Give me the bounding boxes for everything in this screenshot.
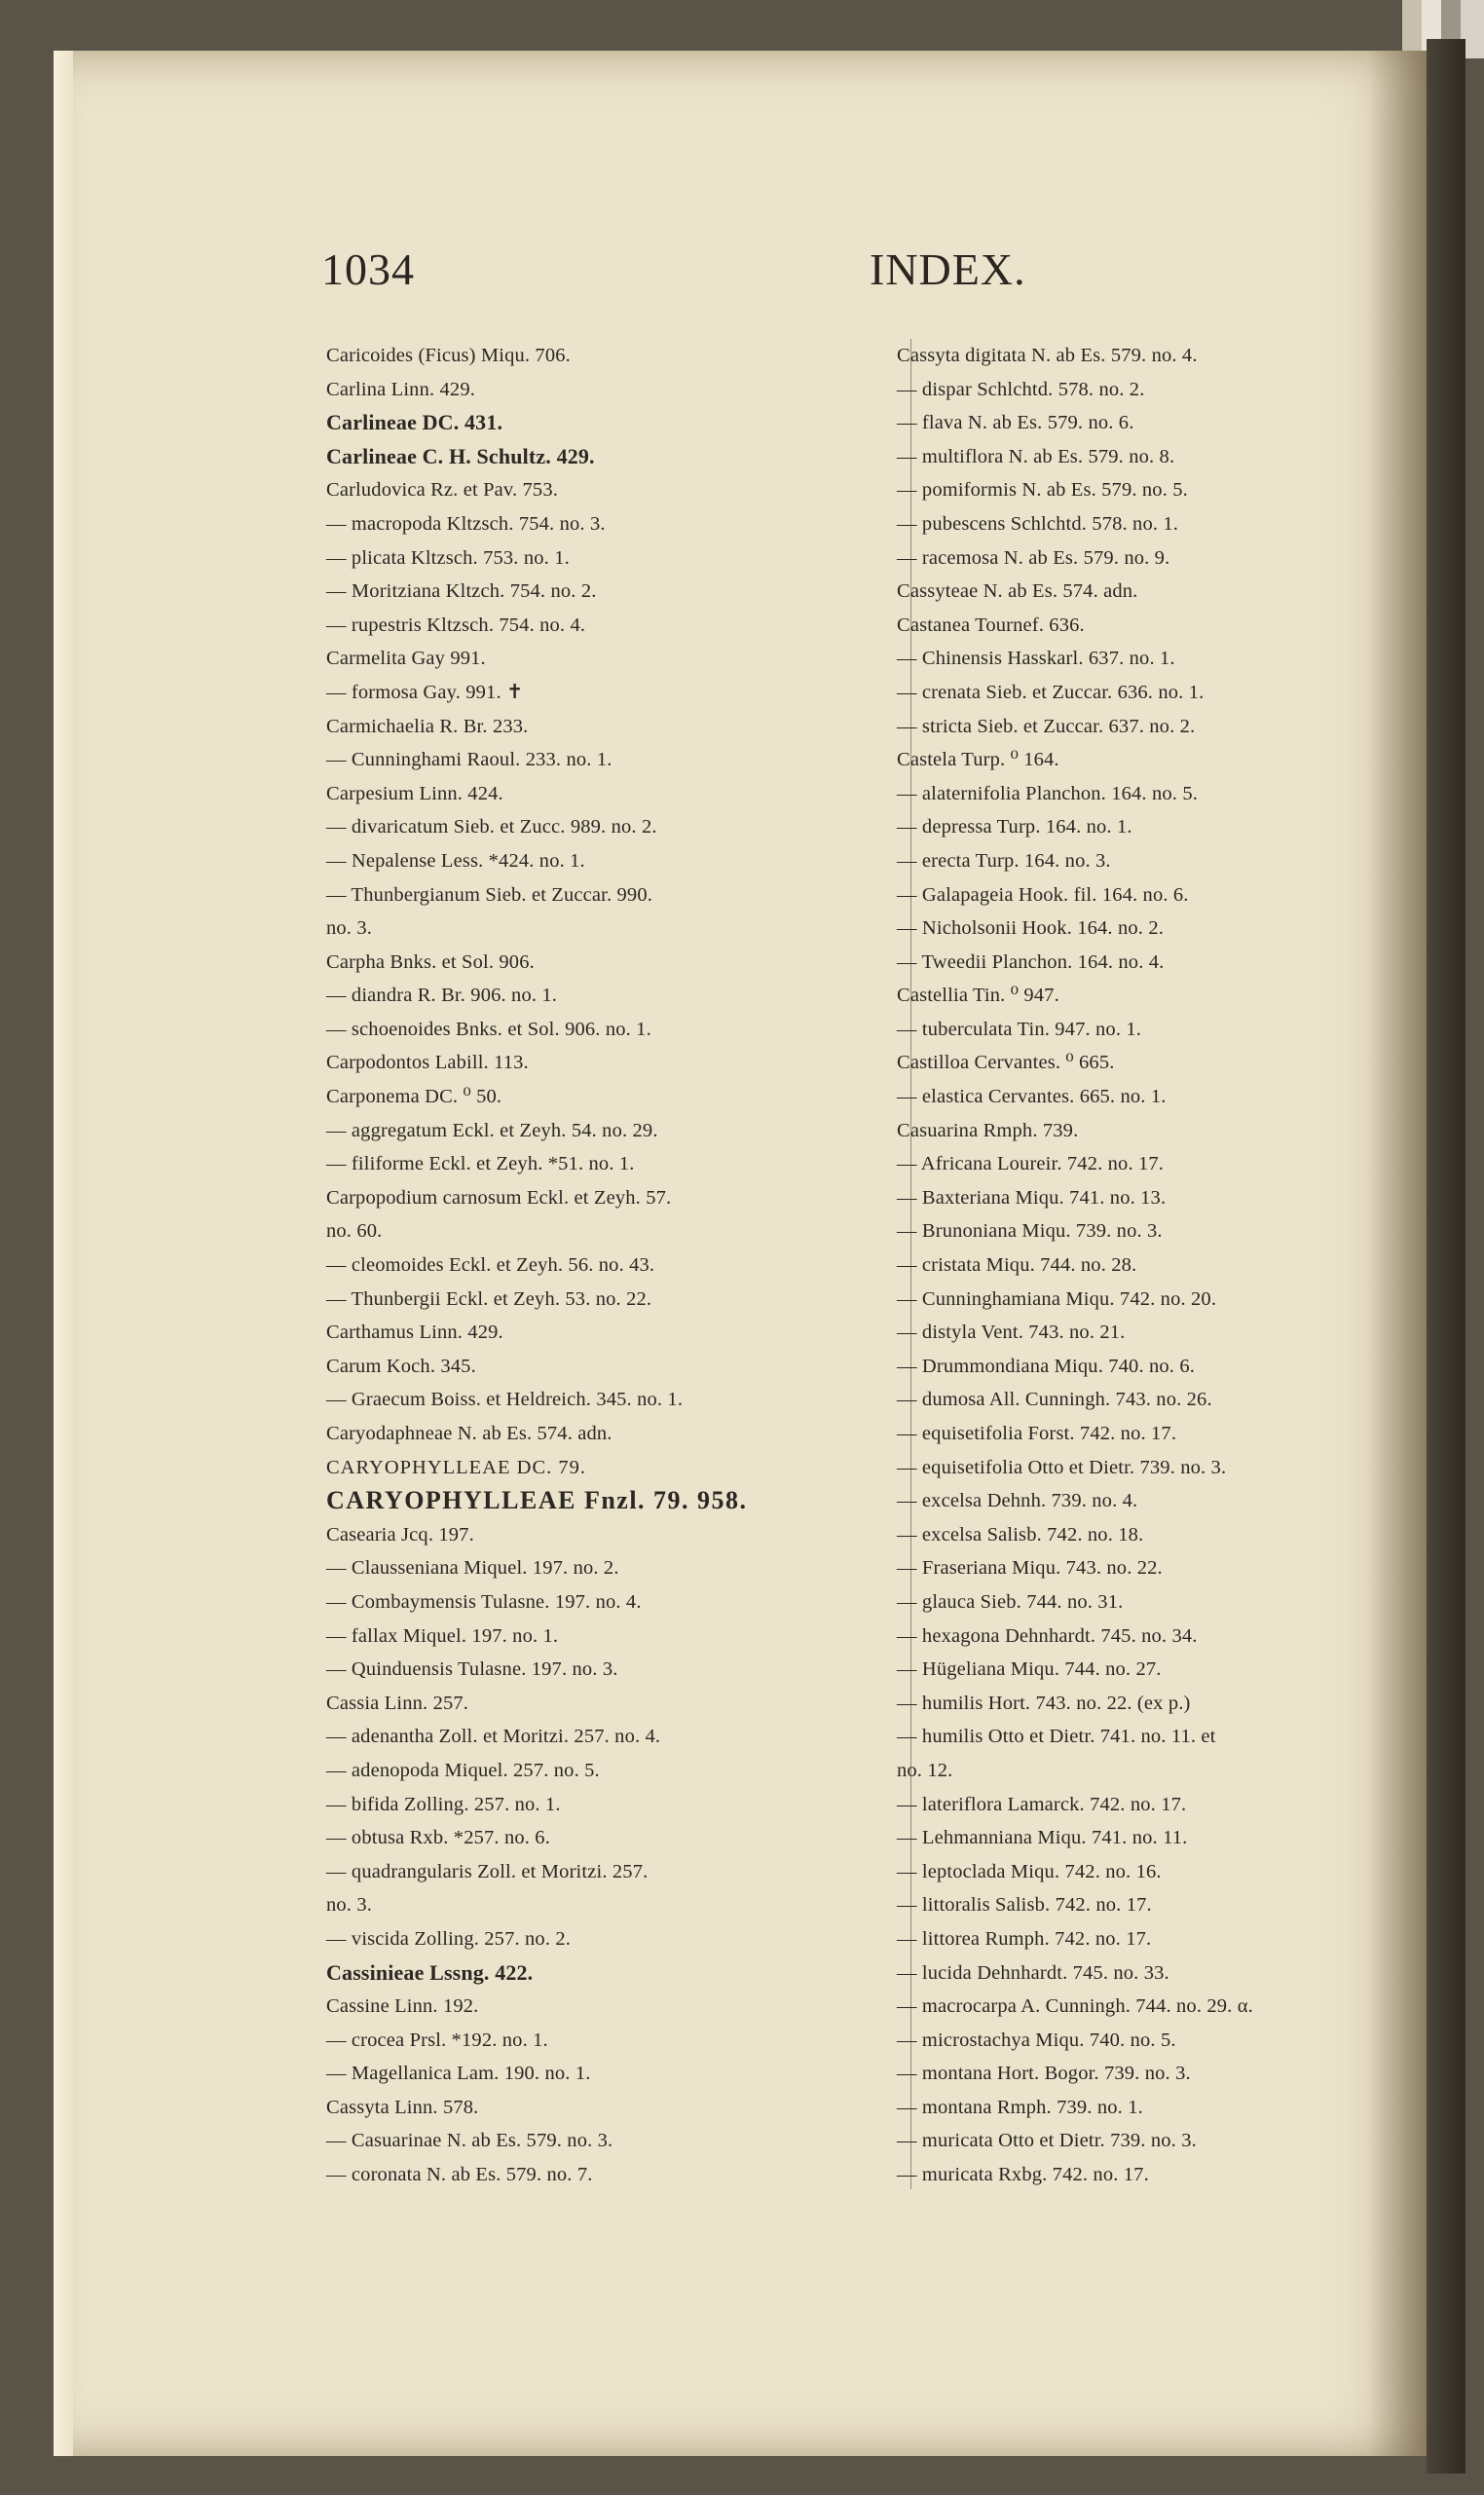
index-entry: — elastica Cervantes. 665. no. 1. [897, 1086, 1167, 1108]
index-entry: — Combaymensis Tulasne. 197. no. 4. [326, 1590, 642, 1613]
index-entry: — Nicholsonii Hook. 164. no. 2. [897, 917, 1164, 940]
index-entry: — excelsa Dehnh. 739. no. 4. [897, 1490, 1138, 1512]
index-entry: Carpopodium carnosum Eckl. et Zeyh. 57. [326, 1186, 672, 1209]
index-entry: — Cunninghami Raoul. 233. no. 1. [326, 749, 612, 771]
index-entry: Carmelita Gay 991. [326, 648, 486, 670]
page-header [54, 243, 1427, 312]
index-entry: — coronata N. ab Es. 579. no. 7. [326, 2164, 593, 2186]
index-entry: — tuberculata Tin. 947. no. 1. [897, 1018, 1142, 1040]
index-entry: — racemosa N. ab Es. 579. no. 9. [897, 546, 1170, 569]
index-entry: — diandra R. Br. 906. no. 1. [326, 985, 558, 1007]
index-entry: Caricoides (Ficus) Miqu. 706. [326, 345, 571, 366]
index-entry: — aggregatum Eckl. et Zeyh. 54. no. 29. [326, 1119, 658, 1141]
index-entry: — muricata Otto et Dietr. 739. no. 3. [897, 2130, 1197, 2152]
index-entry: Cassyta Linn. 578. [326, 2096, 479, 2118]
index-entry: — humilis Otto et Dietr. 741. no. 11. et [897, 1726, 1216, 1748]
index-entry: no. 12. [897, 1759, 953, 1781]
index-entry: — Drummondiana Miqu. 740. no. 6. [897, 1355, 1196, 1377]
index-entry: — Magellanica Lam. 190. no. 1. [326, 2063, 591, 2085]
index-entry: — montana Hort. Bogor. 739. no. 3. [897, 2063, 1191, 2085]
index-entry: Carlineae C. H. Schultz. 429. [326, 443, 595, 468]
index-entry: — Brunoniana Miqu. 739. no. 3. [897, 1220, 1163, 1243]
index-entry: — littorea Rumph. 742. no. 17. [897, 1927, 1152, 1950]
index-entry: — erecta Turp. 164. no. 3. [897, 849, 1111, 872]
index-entry: Carum Koch. 345. [326, 1355, 476, 1377]
index-entry: — adenopoda Miquel. 257. no. 5. [326, 1759, 600, 1781]
index-entry: — filiforme Eckl. et Zeyh. *51. no. 1. [326, 1153, 635, 1175]
index-entry: — microstachya Miqu. 740. no. 5. [897, 2029, 1176, 2051]
index-entry: Carlina Linn. 429. [326, 378, 476, 400]
index-entry: — quadrangularis Zoll. et Moritzi. 257. [326, 1860, 649, 1882]
index-entry: — Hügeliana Miqu. 744. no. 27. [897, 1658, 1162, 1681]
index-entry: — hexagona Dehnhardt. 745. no. 34. [897, 1624, 1198, 1647]
index-entry: — rupestris Kltzsch. 754. no. 4. [326, 614, 586, 636]
index-entry: — littoralis Salisb. 742. no. 17. [897, 1894, 1152, 1917]
index-entry: — macropoda Kltzsch. 754. no. 3. [326, 512, 606, 535]
index-entry: — Thunbergii Eckl. et Zeyh. 53. no. 22. [326, 1287, 652, 1310]
index-entry: — stricta Sieb. et Zuccar. 637. no. 2. [897, 715, 1196, 737]
index-entry: Castela Turp. ⁰ 164. [897, 749, 1059, 771]
running-head: INDEX. [870, 244, 1026, 294]
index-entry: — macrocarpa A. Cunningh. 744. no. 29. α. [897, 1995, 1253, 2018]
index-entry: Carlineae DC. 431. [326, 410, 503, 435]
index-entry: — humilis Hort. 743. no. 22. (ex p.) [897, 1692, 1191, 1714]
index-entry: — Chinensis Hasskarl. 637. no. 1. [897, 648, 1175, 670]
index-entry: Carthamus Linn. 429. [326, 1322, 503, 1344]
index-entry: — Moritziana Kltzch. 754. no. 2. [326, 580, 597, 603]
book-page [54, 51, 1427, 2456]
index-entry: no. 60. [326, 1220, 383, 1243]
index-entry: — equisetifolia Forst. 742. no. 17. [897, 1423, 1177, 1444]
index-entry: — Baxteriana Miqu. 741. no. 13. [897, 1186, 1167, 1209]
index-entry: — adenantha Zoll. et Moritzi. 257. no. 4. [326, 1726, 661, 1748]
index-entry: — Graecum Boiss. et Heldreich. 345. no. 1. [326, 1389, 684, 1411]
index-entry: Carponema DC. ⁰ 50. [326, 1086, 502, 1108]
index-entry: no. 3. [326, 1894, 373, 1917]
index-entry: — Casuarinae N. ab Es. 579. no. 3. [326, 2130, 613, 2152]
index-entry: — Galapageia Hook. fil. 164. no. 6. [897, 883, 1189, 906]
index-entry: — lucida Dehnhardt. 745. no. 33. [897, 1961, 1169, 1984]
index-entry: — fallax Miquel. 197. no. 1. [326, 1624, 559, 1647]
index-entry: — alaternifolia Planchon. 164. no. 5. [897, 782, 1198, 804]
index-entry: Cassyteae N. ab Es. 574. adn. [897, 580, 1138, 603]
index-entry: — cleomoides Eckl. et Zeyh. 56. no. 43. [326, 1254, 655, 1277]
index-entry: — excelsa Salisb. 742. no. 18. [897, 1523, 1144, 1545]
index-entry: Castilloa Cervantes. ⁰ 665. [897, 1052, 1115, 1074]
index-entry: — Quinduensis Tulasne. 197. no. 3. [326, 1658, 618, 1681]
index-entry: Carpesium Linn. 424. [326, 782, 503, 804]
index-entry: Carpha Bnks. et Sol. 906. [326, 950, 535, 973]
index-entry: Casuarina Rmph. 739. [897, 1119, 1079, 1141]
index-entry: Cassine Linn. 192. [326, 1995, 479, 2018]
page-number: 1034 [321, 244, 415, 294]
index-entry: Castellia Tin. ⁰ 947. [897, 985, 1059, 1007]
index-entry: Cassinieae Lssng. 422. [326, 1959, 534, 1985]
index-entry: — Lehmanniana Miqu. 741. no. 11. [897, 1827, 1188, 1849]
index-entry: — formosa Gay. 991. ✝ [326, 681, 524, 703]
index-entry: Casearia Jcq. 197. [326, 1523, 474, 1545]
index-entry: — glauca Sieb. 744. no. 31. [897, 1590, 1124, 1613]
index-entry: CARYOPHYLLEAE DC. 79. [326, 1456, 587, 1478]
index-entry: — muricata Rxbg. 742. no. 17. [897, 2164, 1149, 2186]
index-column-right [897, 339, 1452, 2192]
index-entry: — crenata Sieb. et Zuccar. 636. no. 1. [897, 681, 1205, 703]
index-entry: — Nepalense Less. *424. no. 1. [326, 849, 585, 872]
index-entry: Cassyta digitata N. ab Es. 579. no. 4. [897, 345, 1198, 366]
index-entry: — obtusa Rxb. *257. no. 6. [326, 1827, 550, 1849]
index-entry: — cristata Miqu. 744. no. 28. [897, 1254, 1137, 1277]
index-entry: Caryodaphneae N. ab Es. 574. adn. [326, 1423, 612, 1444]
index-entry: — Thunbergianum Sieb. et Zuccar. 990. [326, 883, 653, 906]
index-entry: CARYOPHYLLEAE Fnzl. 79. 958. [326, 1486, 748, 1515]
index-entry: — pubescens Schlchtd. 578. no. 1. [897, 512, 1179, 535]
index-entry: — pomiformis N. ab Es. 579. no. 5. [897, 479, 1188, 502]
index-entry: — Fraseriana Miqu. 743. no. 22. [897, 1557, 1163, 1580]
index-entry: — Africana Loureir. 742. no. 17. [897, 1153, 1165, 1175]
index-entry: — lateriflora Lamarck. 742. no. 17. [897, 1793, 1187, 1815]
index-entry: — dumosa All. Cunningh. 743. no. 26. [897, 1389, 1212, 1411]
index-entry: — flava N. ab Es. 579. no. 6. [897, 412, 1134, 434]
index-entry: — divaricatum Sieb. et Zucc. 989. no. 2. [326, 816, 657, 838]
index-entry: — Clausseniana Miquel. 197. no. 2. [326, 1557, 619, 1580]
index-entry: — plicata Kltzsch. 753. no. 1. [326, 546, 570, 569]
index-entry: Carmichaelia R. Br. 233. [326, 715, 529, 737]
index-entry: — multiflora N. ab Es. 579. no. 8. [897, 445, 1175, 467]
index-entry: — schoenoides Bnks. et Sol. 906. no. 1. [326, 1018, 651, 1040]
index-entry: — leptoclada Miqu. 742. no. 16. [897, 1860, 1162, 1882]
index-entry: — Cunninghamiana Miqu. 742. no. 20. [897, 1287, 1217, 1310]
index-entry: — depressa Turp. 164. no. 1. [897, 816, 1132, 838]
index-entry: Cassia Linn. 257. [326, 1692, 469, 1714]
index-entry: — viscida Zolling. 257. no. 2. [326, 1927, 572, 1950]
index-column-left [326, 339, 915, 2192]
index-entry: — dispar Schlchtd. 578. no. 2. [897, 378, 1145, 400]
index-entry: — crocea Prsl. *192. no. 1. [326, 2029, 548, 2051]
index-entry: — bifida Zolling. 257. no. 1. [326, 1793, 561, 1815]
index-entry: Carpodontos Labill. 113. [326, 1052, 529, 1074]
index-entry: Carludovica Rz. et Pav. 753. [326, 479, 558, 502]
index-entry: Castanea Tournef. 636. [897, 614, 1085, 636]
index-entry: no. 3. [326, 917, 373, 940]
index-entry: — equisetifolia Otto et Dietr. 739. no. 3. [897, 1456, 1227, 1478]
index-entry: — montana Rmph. 739. no. 1. [897, 2096, 1143, 2118]
index-entry: — distyla Vent. 743. no. 21. [897, 1322, 1126, 1344]
index-entry: — Tweedii Planchon. 164. no. 4. [897, 950, 1165, 973]
